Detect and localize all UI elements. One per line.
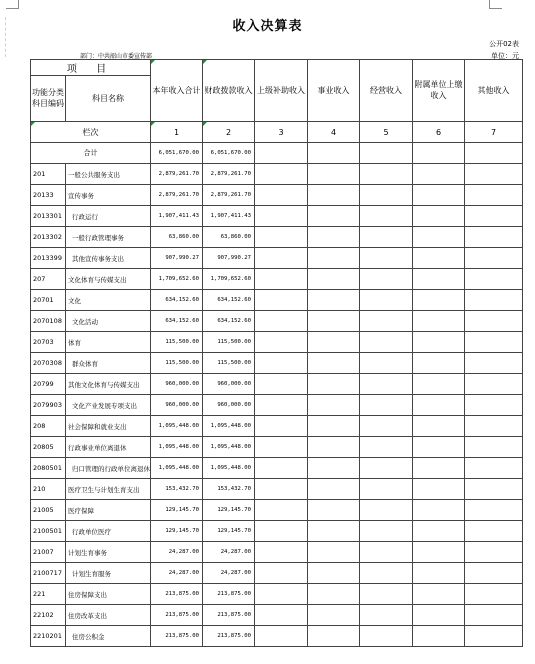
row-value-cell[interactable]	[465, 626, 523, 647]
table-row	[31, 563, 523, 584]
row-value-cell[interactable]: 960,000.00	[203, 395, 255, 416]
func-code-header[interactable]: 功能分类科目编码	[31, 76, 66, 122]
row-value-cell[interactable]: 1,095,448.00	[151, 437, 203, 458]
row-name-cell[interactable]: 行政单位医疗	[66, 521, 151, 542]
row-value-cell[interactable]	[413, 185, 465, 206]
row-value-cell[interactable]	[308, 269, 360, 290]
row-value-cell[interactable]	[255, 563, 308, 584]
row-code-cell[interactable]: 21007	[31, 542, 66, 563]
row-value-cell[interactable]	[465, 269, 523, 290]
row-name-cell[interactable]: 住房保障支出	[66, 584, 151, 605]
row-value-cell[interactable]	[360, 416, 413, 437]
row-name-cell[interactable]: 医疗卫生与计划生育支出	[66, 479, 151, 500]
row-value-cell[interactable]	[465, 332, 523, 353]
row-value-cell[interactable]	[308, 584, 360, 605]
row-value-cell[interactable]	[465, 227, 523, 248]
row-value-cell[interactable]: 634,152.60	[203, 311, 255, 332]
row-value-cell[interactable]: 2,879,261.70	[151, 164, 203, 185]
row-code-cell[interactable]: 20701	[31, 290, 66, 311]
row-name-cell[interactable]: 住房改革支出	[66, 605, 151, 626]
row-value-cell[interactable]	[255, 227, 308, 248]
table-row	[31, 332, 523, 353]
row-code-cell[interactable]: 22102	[31, 605, 66, 626]
row-value-cell[interactable]	[255, 395, 308, 416]
report-title: 收入决算表	[232, 19, 303, 34]
row-value-cell[interactable]: 1,095,448.00	[203, 458, 255, 479]
row-value-cell[interactable]	[413, 437, 465, 458]
row-value-cell[interactable]	[308, 374, 360, 395]
col-number-5: 5	[360, 122, 413, 143]
row-value-cell[interactable]	[413, 542, 465, 563]
table-row	[31, 416, 523, 437]
row-value-cell[interactable]	[413, 416, 465, 437]
col-header-6[interactable]: 附属单位上缴收入	[413, 60, 465, 122]
row-value-cell[interactable]	[255, 269, 308, 290]
row-name-cell[interactable]: 文化活动	[66, 311, 151, 332]
row-value-cell[interactable]	[255, 332, 308, 353]
col-header-5[interactable]: 经营收入	[360, 60, 413, 122]
col-number-4: 4	[308, 122, 360, 143]
row-value-cell[interactable]: 115,500.00	[203, 332, 255, 353]
page-corner-mark-left	[6, 0, 19, 9]
row-code-cell[interactable]: 2079903	[31, 395, 66, 416]
row-value-cell[interactable]	[465, 248, 523, 269]
row-value-cell[interactable]	[308, 542, 360, 563]
row-value-cell[interactable]	[413, 479, 465, 500]
row-value-cell[interactable]	[360, 248, 413, 269]
row-name-cell[interactable]: 宣传事务	[66, 185, 151, 206]
row-value-cell[interactable]: 24,287.00	[151, 542, 203, 563]
row-name-cell[interactable]: 文化体育与传媒支出	[66, 269, 151, 290]
col-number-7: 7	[465, 122, 523, 143]
row-name-cell[interactable]: 归口管理的行政单位离退休	[66, 458, 151, 479]
row-value-cell[interactable]	[360, 185, 413, 206]
table-row	[31, 605, 523, 626]
row-code-cell[interactable]: 2013301	[31, 206, 66, 227]
row-value-cell[interactable]	[308, 311, 360, 332]
row-value-cell[interactable]	[360, 563, 413, 584]
row-value-cell[interactable]	[465, 584, 523, 605]
row-value-cell[interactable]	[465, 164, 523, 185]
row-value-cell[interactable]	[465, 416, 523, 437]
table-row	[31, 374, 523, 395]
row-name-cell[interactable]: 行政运行	[66, 206, 151, 227]
row-value-cell[interactable]	[360, 374, 413, 395]
row-value-cell[interactable]	[255, 248, 308, 269]
col-number-2: 2	[203, 122, 255, 143]
row-code-cell[interactable]: 207	[31, 269, 66, 290]
row-value-cell[interactable]: 24,287.00	[203, 542, 255, 563]
row-code-cell[interactable]: 221	[31, 584, 66, 605]
table-row	[31, 185, 523, 206]
total-value[interactable]	[308, 143, 360, 164]
row-value-cell[interactable]	[413, 584, 465, 605]
row-value-cell[interactable]	[360, 290, 413, 311]
row-name-cell[interactable]: 计划生育事务	[66, 542, 151, 563]
row-value-cell[interactable]	[308, 437, 360, 458]
row-value-cell[interactable]	[465, 605, 523, 626]
row-name-cell[interactable]: 一般行政管理事务	[66, 227, 151, 248]
row-value-cell[interactable]	[360, 479, 413, 500]
row-value-cell[interactable]	[308, 353, 360, 374]
row-value-cell[interactable]: 1,907,411.43	[203, 206, 255, 227]
row-code-cell[interactable]: 208	[31, 416, 66, 437]
row-value-cell[interactable]	[413, 248, 465, 269]
row-value-cell[interactable]: 213,875.00	[203, 605, 255, 626]
row-code-cell[interactable]: 2100717	[31, 563, 66, 584]
row-value-cell[interactable]	[413, 311, 465, 332]
row-value-cell[interactable]	[413, 269, 465, 290]
row-value-cell[interactable]: 1,709,652.60	[151, 269, 203, 290]
col-number-3: 3	[255, 122, 308, 143]
col-header-3[interactable]: 上级补助收入	[255, 60, 308, 122]
table-row	[31, 479, 523, 500]
row-value-cell[interactable]: 115,500.00	[151, 332, 203, 353]
row-value-cell[interactable]	[255, 290, 308, 311]
row-value-cell[interactable]: 213,875.00	[151, 626, 203, 647]
row-value-cell[interactable]	[413, 626, 465, 647]
row-value-cell[interactable]: 63,860.00	[151, 227, 203, 248]
row-code-cell[interactable]: 2013302	[31, 227, 66, 248]
row-value-cell[interactable]	[360, 311, 413, 332]
row-value-cell[interactable]	[360, 395, 413, 416]
row-value-cell[interactable]: 1,095,448.00	[151, 416, 203, 437]
total-value[interactable]	[413, 143, 465, 164]
row-code-cell[interactable]: 2080501	[31, 458, 66, 479]
row-value-cell[interactable]	[255, 164, 308, 185]
row-value-cell[interactable]	[465, 395, 523, 416]
col-header-4[interactable]: 事业收入	[308, 60, 360, 122]
row-value-cell[interactable]	[255, 416, 308, 437]
row-value-cell[interactable]: 634,152.60	[203, 290, 255, 311]
row-value-cell[interactable]	[360, 227, 413, 248]
unit-label: 单位：元	[491, 52, 519, 60]
row-value-cell[interactable]: 213,875.00	[203, 626, 255, 647]
row-value-cell[interactable]	[255, 206, 308, 227]
table-row	[31, 311, 523, 332]
row-value-cell[interactable]	[255, 458, 308, 479]
row-value-cell[interactable]	[413, 605, 465, 626]
row-value-cell[interactable]	[308, 290, 360, 311]
total-value[interactable]	[255, 143, 308, 164]
row-value-cell[interactable]	[413, 500, 465, 521]
row-value-cell[interactable]	[308, 605, 360, 626]
row-name-cell[interactable]: 其他文化体育与传媒支出	[66, 374, 151, 395]
row-value-cell[interactable]: 634,152.60	[151, 290, 203, 311]
row-value-cell[interactable]: 634,152.60	[151, 311, 203, 332]
row-value-cell[interactable]	[255, 584, 308, 605]
total-value[interactable]: 6,051,670.00	[203, 143, 255, 164]
row-value-cell[interactable]	[308, 626, 360, 647]
row-value-cell[interactable]: 960,000.00	[151, 374, 203, 395]
row-value-cell[interactable]	[255, 311, 308, 332]
row-value-cell[interactable]	[465, 542, 523, 563]
row-value-cell[interactable]	[413, 206, 465, 227]
row-code-cell[interactable]: 20703	[31, 332, 66, 353]
department-label: 部门：中共韶山市委宣传部	[80, 53, 153, 60]
table-row	[31, 164, 523, 185]
page-corner-mark-right	[489, 0, 502, 9]
row-value-cell[interactable]	[308, 563, 360, 584]
row-value-cell[interactable]	[255, 521, 308, 542]
row-code-cell[interactable]: 2100501	[31, 521, 66, 542]
row-value-cell[interactable]	[255, 437, 308, 458]
row-name-cell[interactable]: 体育	[66, 332, 151, 353]
row-value-cell[interactable]	[360, 269, 413, 290]
table-row	[31, 248, 523, 269]
row-value-cell[interactable]	[465, 353, 523, 374]
row-value-cell[interactable]: 1,095,448.00	[203, 437, 255, 458]
row-value-cell[interactable]: 153,432.70	[151, 479, 203, 500]
row-value-cell[interactable]	[360, 500, 413, 521]
table-row	[31, 437, 523, 458]
row-value-cell[interactable]	[360, 521, 413, 542]
row-value-cell[interactable]	[413, 395, 465, 416]
row-value-cell[interactable]: 960,000.00	[151, 395, 203, 416]
row-name-cell[interactable]: 住房公积金	[66, 626, 151, 647]
row-value-cell[interactable]: 24,287.00	[203, 563, 255, 584]
row-value-cell[interactable]	[413, 290, 465, 311]
row-value-cell[interactable]	[308, 521, 360, 542]
row-value-cell[interactable]	[413, 164, 465, 185]
row-code-cell[interactable]: 20799	[31, 374, 66, 395]
row-code-cell[interactable]: 2070108	[31, 311, 66, 332]
row-value-cell[interactable]: 907,990.27	[151, 248, 203, 269]
row-value-cell[interactable]	[308, 500, 360, 521]
row-value-cell[interactable]	[413, 227, 465, 248]
row-value-cell[interactable]: 115,500.00	[151, 353, 203, 374]
table-row	[31, 542, 523, 563]
row-value-cell[interactable]	[360, 626, 413, 647]
row-value-cell[interactable]: 2,879,261.70	[203, 185, 255, 206]
row-value-cell[interactable]	[413, 458, 465, 479]
row-value-cell[interactable]	[360, 542, 413, 563]
row-value-cell[interactable]	[360, 458, 413, 479]
row-value-cell[interactable]: 213,875.00	[203, 584, 255, 605]
row-label-header: 栏次	[31, 122, 151, 143]
row-value-cell[interactable]	[360, 332, 413, 353]
table-row	[31, 458, 523, 479]
row-value-cell[interactable]	[308, 185, 360, 206]
row-name-cell[interactable]: 计划生育服务	[66, 563, 151, 584]
row-value-cell[interactable]	[308, 458, 360, 479]
row-value-cell[interactable]	[308, 164, 360, 185]
row-name-cell[interactable]: 医疗保障	[66, 500, 151, 521]
table-row	[31, 584, 523, 605]
form-number: 公开02表	[489, 40, 519, 48]
row-value-cell[interactable]: 960,000.00	[203, 374, 255, 395]
row-name-cell[interactable]: 一般公共服务支出	[66, 164, 151, 185]
col-header-1[interactable]: 本年收入合计	[151, 60, 203, 122]
row-value-cell[interactable]: 1,095,448.00	[151, 458, 203, 479]
row-code-cell[interactable]: 2210201	[31, 626, 66, 647]
row-value-cell[interactable]	[255, 500, 308, 521]
row-value-cell[interactable]	[308, 479, 360, 500]
row-value-cell[interactable]	[465, 563, 523, 584]
row-value-cell[interactable]	[255, 605, 308, 626]
total-value[interactable]	[465, 143, 523, 164]
table-row	[31, 500, 523, 521]
table-row	[31, 290, 523, 311]
row-code-cell[interactable]: 20805	[31, 437, 66, 458]
row-value-cell[interactable]: 1,095,448.00	[203, 416, 255, 437]
row-value-cell[interactable]: 63,860.00	[203, 227, 255, 248]
row-name-cell[interactable]: 文化产业发展专项支出	[66, 395, 151, 416]
row-value-cell[interactable]: 153,432.70	[203, 479, 255, 500]
row-value-cell[interactable]	[465, 206, 523, 227]
row-value-cell[interactable]	[308, 227, 360, 248]
total-value[interactable]	[360, 143, 413, 164]
table-row	[31, 269, 523, 290]
table-row	[31, 353, 523, 374]
row-value-cell[interactable]	[465, 458, 523, 479]
row-value-cell[interactable]: 129,145.70	[151, 500, 203, 521]
col-number-1: 1	[151, 122, 203, 143]
total-value[interactable]: 6,051,670.00	[151, 143, 203, 164]
table-row	[31, 206, 523, 227]
row-value-cell[interactable]	[413, 332, 465, 353]
row-code-cell[interactable]: 201	[31, 164, 66, 185]
row-value-cell[interactable]	[360, 206, 413, 227]
subject-name-header[interactable]: 科目名称	[66, 76, 151, 122]
row-value-cell[interactable]	[465, 479, 523, 500]
row-value-cell[interactable]	[413, 374, 465, 395]
row-value-cell[interactable]	[308, 395, 360, 416]
row-value-cell[interactable]: 907,990.27	[203, 248, 255, 269]
row-value-cell[interactable]	[465, 521, 523, 542]
row-value-cell[interactable]: 213,875.00	[151, 584, 203, 605]
table-row	[31, 626, 523, 647]
row-value-cell[interactable]	[413, 521, 465, 542]
row-value-cell[interactable]	[255, 185, 308, 206]
row-value-cell[interactable]	[413, 563, 465, 584]
row-name-cell[interactable]: 文化	[66, 290, 151, 311]
row-value-cell[interactable]	[465, 374, 523, 395]
row-code-cell[interactable]: 21005	[31, 500, 66, 521]
row-value-cell[interactable]	[360, 164, 413, 185]
row-value-cell[interactable]	[465, 437, 523, 458]
row-name-cell[interactable]: 行政事业单位离退休	[66, 437, 151, 458]
row-value-cell[interactable]	[413, 353, 465, 374]
row-value-cell[interactable]	[465, 500, 523, 521]
row-code-cell[interactable]: 210	[31, 479, 66, 500]
row-value-cell[interactable]	[360, 437, 413, 458]
row-value-cell[interactable]: 115,500.00	[203, 353, 255, 374]
row-value-cell[interactable]: 24,287.00	[151, 563, 203, 584]
row-name-cell[interactable]: 社会保障和就业支出	[66, 416, 151, 437]
table-row	[31, 521, 523, 542]
row-value-cell[interactable]	[465, 290, 523, 311]
total-label[interactable]: 合计	[31, 143, 151, 164]
row-value-cell[interactable]: 2,879,261.70	[151, 185, 203, 206]
table-row	[31, 395, 523, 416]
row-value-cell[interactable]	[308, 332, 360, 353]
total-row	[31, 143, 523, 164]
row-name-cell[interactable]: 群众体育	[66, 353, 151, 374]
row-value-cell[interactable]	[360, 584, 413, 605]
row-value-cell[interactable]	[308, 248, 360, 269]
row-value-cell[interactable]: 213,875.00	[151, 605, 203, 626]
col-header-2[interactable]: 财政拨款收入	[203, 60, 255, 122]
row-code-cell[interactable]: 2013399	[31, 248, 66, 269]
row-value-cell[interactable]	[255, 479, 308, 500]
row-value-cell[interactable]: 1,709,652.60	[203, 269, 255, 290]
row-value-cell[interactable]	[308, 206, 360, 227]
col-header-7[interactable]: 其他收入	[465, 60, 523, 122]
row-value-cell[interactable]: 129,145.70	[203, 500, 255, 521]
row-value-cell[interactable]	[308, 416, 360, 437]
income-final-accounts-table	[30, 59, 523, 647]
row-value-cell[interactable]	[360, 605, 413, 626]
row-value-cell[interactable]	[465, 185, 523, 206]
row-value-cell[interactable]: 129,145.70	[203, 521, 255, 542]
row-code-cell[interactable]: 2070308	[31, 353, 66, 374]
row-value-cell[interactable]: 1,907,411.43	[151, 206, 203, 227]
row-value-cell[interactable]	[255, 626, 308, 647]
row-value-cell[interactable]: 2,879,261.70	[203, 164, 255, 185]
row-value-cell[interactable]	[255, 353, 308, 374]
row-value-cell[interactable]	[255, 542, 308, 563]
row-value-cell[interactable]	[465, 311, 523, 332]
item-group-header: 项 目	[31, 60, 151, 76]
col-number-6: 6	[413, 122, 465, 143]
row-value-cell[interactable]	[360, 353, 413, 374]
table-row	[31, 227, 523, 248]
row-value-cell[interactable]	[255, 374, 308, 395]
row-value-cell[interactable]: 129,145.70	[151, 521, 203, 542]
row-name-cell[interactable]: 其他宣传事务支出	[66, 248, 151, 269]
row-code-cell[interactable]: 20133	[31, 185, 66, 206]
